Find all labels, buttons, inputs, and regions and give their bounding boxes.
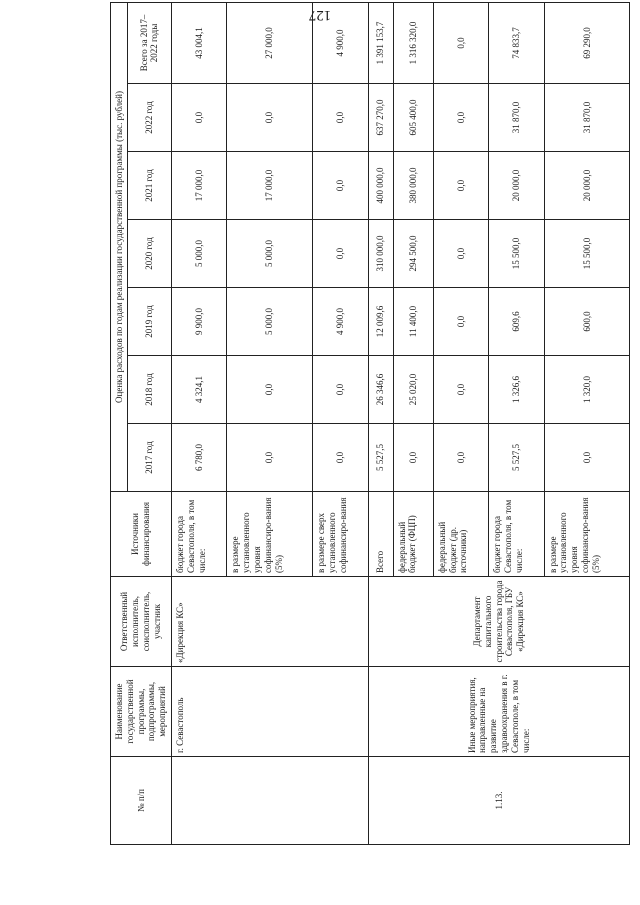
header-source: Источники финансирования: [111, 492, 172, 577]
value-cell: 0,0: [313, 220, 368, 288]
value-cell: 637 270,0: [368, 84, 393, 152]
value-cell: 5 527,5: [368, 424, 393, 492]
value-cell: 31 870,0: [544, 84, 630, 152]
funding-source: в размере сверх установленного софинансиро-вания: [313, 492, 368, 577]
header-year: 2021 год: [128, 152, 172, 220]
funding-source: федеральный бюджет (др. источники): [433, 492, 488, 577]
value-cell: 9 900,0: [171, 288, 226, 356]
value-cell: 0,0: [393, 424, 433, 492]
value-cell: 0,0: [433, 356, 488, 424]
total-cell: 43 004,1: [171, 2, 226, 83]
header-year: 2018 год: [128, 356, 172, 424]
value-cell: 294 500,0: [393, 220, 433, 288]
total-cell: 0,0: [433, 2, 488, 83]
table-row: [171, 2, 226, 844]
value-cell: 0,0: [313, 84, 368, 152]
value-cell: 609,6: [489, 288, 544, 356]
value-cell: 0,0: [433, 424, 488, 492]
value-cell: 5 000,0: [227, 288, 313, 356]
value-cell: 0,0: [433, 152, 488, 220]
funding-source: бюджет города Севастополя, в том числе:: [489, 492, 544, 577]
program-name: г. Севастополь: [171, 667, 368, 757]
value-cell: 1 320,0: [544, 356, 630, 424]
value-cell: 20 000,0: [544, 152, 630, 220]
value-cell: 0,0: [433, 84, 488, 152]
header-row-1: [111, 2, 128, 844]
header-executor: Ответственный исполнитель, соисполнитель, участник: [111, 577, 172, 667]
value-cell: 0,0: [433, 220, 488, 288]
total-cell: 27 000,0: [227, 2, 313, 83]
executor: «Дирекция КС»: [171, 577, 368, 667]
total-cell: 74 833,7: [489, 2, 544, 83]
table-row: [368, 2, 393, 844]
value-cell: 605 400,0: [393, 84, 433, 152]
header-name: Наименование государственной программы, подпрограммы, мероприятий: [111, 667, 172, 757]
value-cell: 17 000,0: [227, 152, 313, 220]
value-cell: 6 780,0: [171, 424, 226, 492]
funding-source: Всего: [368, 492, 393, 577]
value-cell: 26 346,6: [368, 356, 393, 424]
value-cell: 0,0: [227, 424, 313, 492]
header-estimate: Оценка расходов по годам реализации государственной программы (тыс. рублей): [111, 2, 128, 491]
value-cell: 0,0: [544, 424, 630, 492]
header-year: 2020 год: [128, 220, 172, 288]
value-cell: 0,0: [313, 424, 368, 492]
value-cell: 1 326,6: [489, 356, 544, 424]
total-cell: 4 900,0: [313, 2, 368, 83]
page-number: 127: [308, 7, 332, 23]
value-cell: 17 000,0: [171, 152, 226, 220]
executor: Департамент капитального строительства города Севастополя, ГБУ «Дирекция КС»: [368, 577, 630, 667]
row-number: 1.13.: [368, 757, 630, 845]
value-cell: 0,0: [227, 356, 313, 424]
header-no: № п/п: [111, 757, 172, 845]
total-cell: 69 290,0: [544, 2, 630, 83]
value-cell: 0,0: [433, 288, 488, 356]
value-cell: 0,0: [313, 152, 368, 220]
funding-source: в размере установленного уровня софинансиро-вания (5%): [227, 492, 313, 577]
financing-table: [110, 2, 630, 845]
value-cell: 0,0: [313, 356, 368, 424]
value-cell: 15 500,0: [489, 220, 544, 288]
value-cell: 20 000,0: [489, 152, 544, 220]
funding-source: федеральный бюджет (ФЦП): [393, 492, 433, 577]
value-cell: 600,0: [544, 288, 630, 356]
total-cell: 1 316 320,0: [393, 2, 433, 83]
program-name: Иные мероприятия, направленные на развитие здравоохранения в г. Севастополе, в том числе:: [368, 667, 630, 757]
value-cell: 4 900,0: [313, 288, 368, 356]
header-year: 2017 год: [128, 424, 172, 492]
header-year: 2022 год: [128, 84, 172, 152]
value-cell: 0,0: [171, 84, 226, 152]
total-cell: 1 391 153,7: [368, 2, 393, 83]
value-cell: 5 527,5: [489, 424, 544, 492]
value-cell: 11 400,0: [393, 288, 433, 356]
value-cell: 5 000,0: [227, 220, 313, 288]
value-cell: 0,0: [227, 84, 313, 152]
funding-source: в размере установленного уровня софинансиро-вания (5%): [544, 492, 630, 577]
header-year: 2019 год: [128, 288, 172, 356]
row-number-empty: [171, 757, 368, 845]
header-total: Всего за 2017–2022 годы: [128, 2, 172, 83]
value-cell: 15 500,0: [544, 220, 630, 288]
value-cell: 400 000,0: [368, 152, 393, 220]
value-cell: 4 324,1: [171, 356, 226, 424]
funding-source: бюджет города Севастополя, в том числе:: [171, 492, 226, 577]
value-cell: 25 020,0: [393, 356, 433, 424]
value-cell: 12 009,6: [368, 288, 393, 356]
value-cell: 380 000,0: [393, 152, 433, 220]
value-cell: 310 000,0: [368, 220, 393, 288]
value-cell: 31 870,0: [489, 84, 544, 152]
value-cell: 5 000,0: [171, 220, 226, 288]
